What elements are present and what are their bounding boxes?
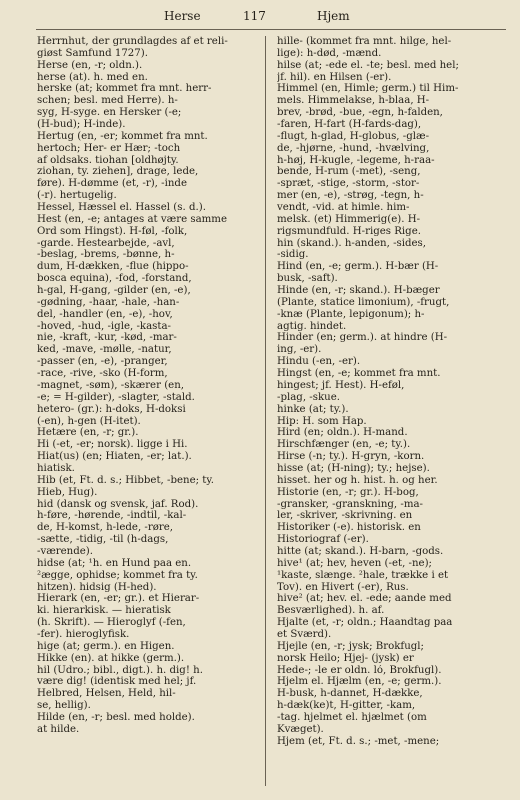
text-line: Hi (-et, -er; norsk). ligge i Hi. — [37, 439, 188, 451]
text-line: Besværlighed). h. af. — [277, 605, 385, 617]
text-line: lige): h-død, -mænd. — [277, 47, 382, 59]
text-line: de, H-komst, h-lede, -røre, — [37, 522, 174, 534]
text-line: hetero- (gr.): h-doks, H-doksi — [37, 403, 186, 415]
text-line: Ord som Hingst). H-føl, -folk, — [37, 225, 188, 237]
header-rule — [36, 29, 506, 30]
text-line: nie, -kraft, -kur, -kød, -mar- — [37, 332, 177, 344]
text-line: hitzen). hidsig (H-hed). — [37, 581, 157, 593]
text-line: hive¹ (at; hev, heven (-et, -ne); — [277, 557, 432, 569]
text-line: h-høj, H-kugle, -legeme, h-raa- — [277, 154, 435, 166]
text-line: ziohan, ty. ziehen], drage, lede, — [37, 166, 199, 178]
text-line: hille- (kommet fra mnt. hilge, hel- — [277, 36, 452, 47]
text-line: -gødning, -haar, -hale, -han- — [37, 296, 180, 308]
text-line: -beslag, -brems, -bønne, h- — [37, 249, 175, 261]
text-line: ki. hierarkisk. — hieratisk — [37, 605, 171, 617]
text-line: hertoch; Her- er Hær; -toch — [37, 142, 181, 154]
text-line: Historie (en, -r; gr.). H-bog, — [277, 486, 419, 498]
text-line: -flugt, h-glad, H-globus, -glæ- — [277, 130, 430, 142]
text-line: Hjejle (en, -r; jysk; Brokfugl; — [277, 640, 424, 652]
text-line: at hilde. — [37, 723, 80, 735]
column-divider — [265, 36, 266, 786]
text-line: af oldsaks. tiohan [oldhøjty. — [37, 154, 179, 166]
text-line: h-dæk(ke)t, H-gitter, -kam, — [277, 700, 416, 712]
text-line: -e; = H-gilder), -slagter, -stald. — [37, 391, 195, 403]
text-line: giøst Samfund 1727). — [37, 47, 148, 59]
text-line: norsk Heilo; Hjej- (jysk) er — [277, 652, 414, 664]
text-line: -plag, -skue. — [277, 391, 340, 403]
header-first-entry: Herse — [164, 9, 201, 23]
text-line: Hede-; -le er oldn. ló, Brokfugl). — [277, 664, 442, 676]
text-line: Himmel (en, Himle; germ.) til Him- — [277, 83, 459, 95]
text-line: Herse (en, -r; oldn.). — [37, 59, 143, 71]
text-line: hige (at; germ.). en Higen. — [37, 640, 175, 652]
text-line: Hjem (et, Ft. d. s.; -met, -mene; — [277, 735, 440, 747]
text-line: Hertug (en, -er; kommet fra mnt. — [37, 130, 208, 142]
text-line: Hikke (en). at hikke (germ.). — [37, 652, 185, 664]
text-line: vendt, -vid. at himle. him- — [277, 202, 410, 214]
text-line: Hirse (-n; ty.). H-gryn, -korn. — [277, 451, 425, 463]
text-line: Hjalte (et, -r; oldn.; Haandtag paa — [277, 617, 453, 629]
text-line: Hilde (en, -r; besl. med holde). — [37, 711, 195, 723]
text-line: agtig. hindet. — [277, 320, 347, 332]
text-line: Hinde (en, -r; skand.). H-bæger — [277, 285, 440, 297]
text-line: mer (en, -e), -strøg, -tegn, h- — [277, 190, 424, 202]
text-line: del, -handler (en, -e), -hov, — [37, 308, 173, 320]
text-line: h-føre, -hørende, -indtil, -kal- — [37, 510, 187, 522]
right-column — [277, 36, 501, 748]
text-line: hidse (at; ¹h. en Hund paa en. — [37, 557, 192, 569]
text-line: busk, -saft). — [277, 273, 338, 285]
text-line: Hiat(us) (en; Hiaten, -er; lat.). — [37, 451, 192, 463]
text-line: ¹kaste, slænge. ²hale, trække i et — [277, 569, 449, 581]
text-line: (H-bud); H-inde). — [37, 119, 126, 131]
text-line: Kvæget). — [277, 723, 324, 735]
text-line: hive² (at; hev. el. -ede; aande med — [277, 593, 452, 605]
text-line: bende, H-rum (-met), -seng, — [277, 166, 421, 178]
text-line: Hingst (en, -e; kommet fra mnt. — [277, 368, 441, 380]
text-line: Hindu (-en, -er). — [277, 356, 361, 368]
text-line: jf. hil). en Hilsen (-er). — [277, 71, 392, 83]
text-line: Hjelm el. Hjælm (en, -e; germ.). — [277, 676, 442, 688]
text-line: hilse (at; -ede el. -te; besl. med hel; — [277, 59, 459, 71]
text-line: Hinder (en; germ.). at hindre (H- — [277, 332, 448, 344]
text-line: se, hellig). — [37, 700, 91, 712]
text-line: Historiker (-e). historisk. en — [277, 522, 421, 534]
text-line: være dig! (identisk med hel; jf. — [37, 676, 197, 688]
text-line: bosca equina), -fod, -forstand, — [37, 273, 192, 285]
text-line: Hetære (en, -r; gr.). — [37, 427, 139, 439]
text-line: et Sværd). — [277, 628, 332, 640]
text-line: -sidig. — [277, 249, 309, 261]
text-line: -værende). — [37, 545, 93, 557]
text-line: føre). H-dømme (et, -r), -inde — [37, 178, 187, 190]
text-line: (h. Skrift). — Hieroglyf (-fen, — [37, 617, 186, 629]
text-line: Hib (et, Ft. d. s.; Hibbet, -bene; ty. — [37, 474, 215, 486]
left-column — [37, 36, 261, 736]
text-line: hiatisk. — [37, 462, 75, 474]
text-line: hid (dansk og svensk, jaf. Rod). — [37, 498, 199, 510]
text-line: hisset. her og h. hist. h. og her. — [277, 474, 438, 486]
running-header — [0, 9, 520, 29]
text-line: de, -hjørne, -hund, -hvælving, — [277, 142, 430, 154]
text-line: mels. Himmelakse, h-blaa, H- — [277, 95, 430, 107]
text-line: Herrnhut, der grundlagdes af et reli- — [37, 36, 228, 47]
text-line: Hest (en, -e; antages at være samme — [37, 213, 228, 225]
text-line: -passer (en, -e), -pranger, — [37, 356, 168, 368]
text-line: -knæ (Plante, lepigonum); h- — [277, 308, 425, 320]
text-line: -gransker, -granskning, -ma- — [277, 498, 423, 510]
text-line: (Plante, statice limonium), -frugt, — [277, 296, 450, 308]
text-line: ler, -skriver, -skrivning. en — [277, 510, 413, 522]
text-line: ked, -mave, -mølle, -natur, — [37, 344, 172, 356]
text-line: syg, H-syge. en Hersker (-e; — [37, 107, 182, 119]
text-line: hil (Udro.; bibl., digt.). h. dig! h. — [37, 664, 203, 676]
text-line: -tag. hjelmet el. hjælmet (om — [277, 711, 427, 723]
text-line: hitte (at; skand.). H-barn, -gods. — [277, 545, 444, 557]
text-line: herske (at; kommet fra mnt. herr- — [37, 83, 212, 95]
text-line: ²ægge, ophidse; kommet fra ty. — [37, 569, 198, 581]
text-line: melsk. (et) Himmerig(e). H- — [277, 213, 421, 225]
text-line: Historiograf (-er). — [277, 534, 369, 546]
text-line: Tov). en Hivert (-er), Rus. — [277, 581, 409, 593]
text-line: -magnet, -søm), -skærer (en, — [37, 379, 185, 391]
header-last-entry: Hjem — [317, 9, 350, 23]
text-line: rigsmundfuld. H-riges Rige. — [277, 225, 421, 237]
text-line: -hoved, -hud, -igle, -kasta- — [37, 320, 171, 332]
text-line: h-gal, H-gang, -gilder (en, -e), — [37, 285, 191, 297]
text-line: (-en), h-gen (H-itet). — [37, 415, 141, 427]
text-line: hingest; jf. Hest). H-eføl, — [277, 379, 405, 391]
text-line: -faren, H-fart (H-fards-dag), — [277, 119, 422, 131]
text-line: Hieb, Hug). — [37, 486, 98, 498]
text-line: hinke (at; ty.). — [277, 403, 349, 415]
text-line: schen; besl. med Herre). h- — [37, 95, 178, 107]
text-line: Helbred, Helsen, Held, hil- — [37, 688, 176, 700]
text-line: Hird (en; oldn.). H-mand. — [277, 427, 408, 439]
text-line: hisse (at; (H-ning); ty.; hejse). — [277, 462, 430, 474]
text-line: Hirschfænger (en, -e; ty.). — [277, 439, 411, 451]
text-line: Hind (en, -e; germ.). H-bær (H- — [277, 261, 439, 273]
text-line: brev, -brød, -bue, -egn, h-falden, — [277, 107, 443, 119]
text-line: hin (skand.). h-anden, -sides, — [277, 237, 427, 249]
text-line: -race, -rive, -sko (H-form, — [37, 368, 168, 380]
text-line: dum, H-dækken, -flue (hippo- — [37, 261, 189, 273]
text-line: -spræt, -stige, -storm, -stor- — [277, 178, 420, 190]
text-line: herse (at). h. med en. — [37, 71, 148, 83]
text-line: Hessel, Hæssel el. Hassel (s. d.). — [37, 202, 206, 214]
text-line: -garde. Hestearbejde, -avl, — [37, 237, 175, 249]
text-line: H-busk, h-dannet, H-dække, — [277, 688, 423, 700]
text-line: (-r). hertugelig. — [37, 190, 117, 202]
text-line: ing, -er). — [277, 344, 322, 356]
text-line: -fer). hieroglyfisk. — [37, 628, 130, 640]
text-line: -sætte, -tidig, -til (h-dags, — [37, 534, 169, 546]
page-number: 117 — [243, 9, 266, 23]
text-line: Hip: H. som Hap. — [277, 415, 367, 427]
text-line: Hierark (en, -er; gr.). et Hierar- — [37, 593, 200, 605]
